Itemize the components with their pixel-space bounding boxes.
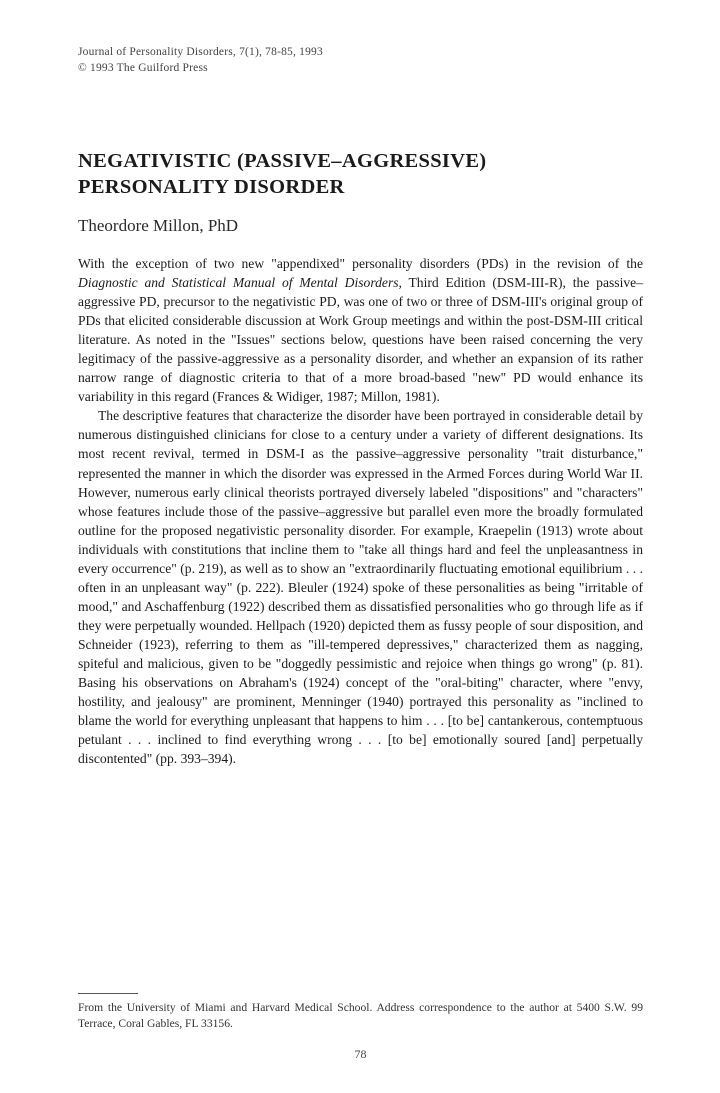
- page-number: 78: [354, 1047, 367, 1061]
- author-affiliation-footnote: From the University of Miami and Harvard Medical School. Address correspondence to the author at 5400 S.W. 99 Terrace, Coral Gables, FL 33156.: [78, 1001, 643, 1030]
- dsm-title-italic: Diagnostic and Statistical Manual of Mental Disorders: [78, 275, 399, 291]
- footnote-rule: [78, 993, 138, 994]
- article-title-line-1: NEGATIVISTIC (PASSIVE–AGGRESSIVE): [78, 150, 487, 172]
- copyright-notice: © 1993 The Guilford Press: [78, 62, 208, 74]
- journal-page: [78, 0, 643, 1093]
- paragraph-1-part-a: With the exception of two new "appendixed" personality disorders (PDs) in the revision of the: [78, 256, 643, 271]
- paragraph-2: The descriptive features that characterize the disorder have been portrayed in considerable detail by numerous distinguished clinicians for close to a century under a variety of different designations. Its most recent revival, termed in DSM-I as the passive–aggressive personality "trait disturbance," represented the manner in which the disorder was expressed in the Armed Forces during World War II. However, numerous early clinical theorists portrayed diversely labeled "dispositions" and "characters" whose features include those of the passive–aggressive but parallel even more the broadly formulated outline for the proposed negativistic personality disorder. For example, Kraepelin (1913) wrote about individuals with constitutions that incline them to "take all things hard and feel the unpleasantness in every occurrence" (p. 219), as well as to show an "extraordinarily fluctuating emotional equilibrium . . . often in an unpleasant way" (p. 222). Bleuler (1924) spoke of these personalities as being "irritable of mood," and Aschaffenburg (1922) described them as dissatisfied personalities who go through life as if they were perpetually wounded. Hellpach (1920) depicted them as fussy people of sour disposition, and Schneider (1923), referring to them as "ill-tempered depressives," characterized them as nagging, spiteful and malicious, given to be "doggedly pessimistic and rejoice when things go wrong" (p. 81). Basing his observations on Abraham's (1924) concept of the "oral-biting" character, where "envy, hostility, and jealousy" are prominent, Menninger (1940) portrayed this personality as "inclined to blame the world for everything unpleasant that happens to him . . . [to be] cantankerous, contemptuous petulant . . . inclined to find everything wrong . . . [to be] emotionally soured [and] perpetually discontented" (pp. 393–394).: [78, 408, 643, 767]
- paragraph-1: [78, 254, 643, 406]
- author-name: Theordore Millon, PhD: [78, 216, 239, 235]
- running-head: [78, 44, 323, 76]
- article-body: [78, 254, 643, 768]
- journal-citation: Journal of Personality Disorders, 7(1), 78-85, 1993: [78, 46, 323, 58]
- article-title: [78, 148, 486, 200]
- paragraph-1-part-b: , Third Edition (DSM-III-R), the passive–aggressive PD, precursor to the negativistic PD, was one of two or three of DSM-III's original group of PDs that elicited considerable discussion at Work Group meetings and within the post-DSM-III critical literature. As noted in the "Issues" sections below, questions have been raised concerning the very legitimacy of the passive-aggressive as a personality disorder, and whether an expansion of its rather narrow range of diagnostic criteria to that of a more broad-based "new" PD would enhance its variability in this regard (Frances & Widiger, 1987; Millon, 1981).: [78, 275, 643, 405]
- article-title-line-2: PERSONALITY DISORDER: [78, 176, 345, 198]
